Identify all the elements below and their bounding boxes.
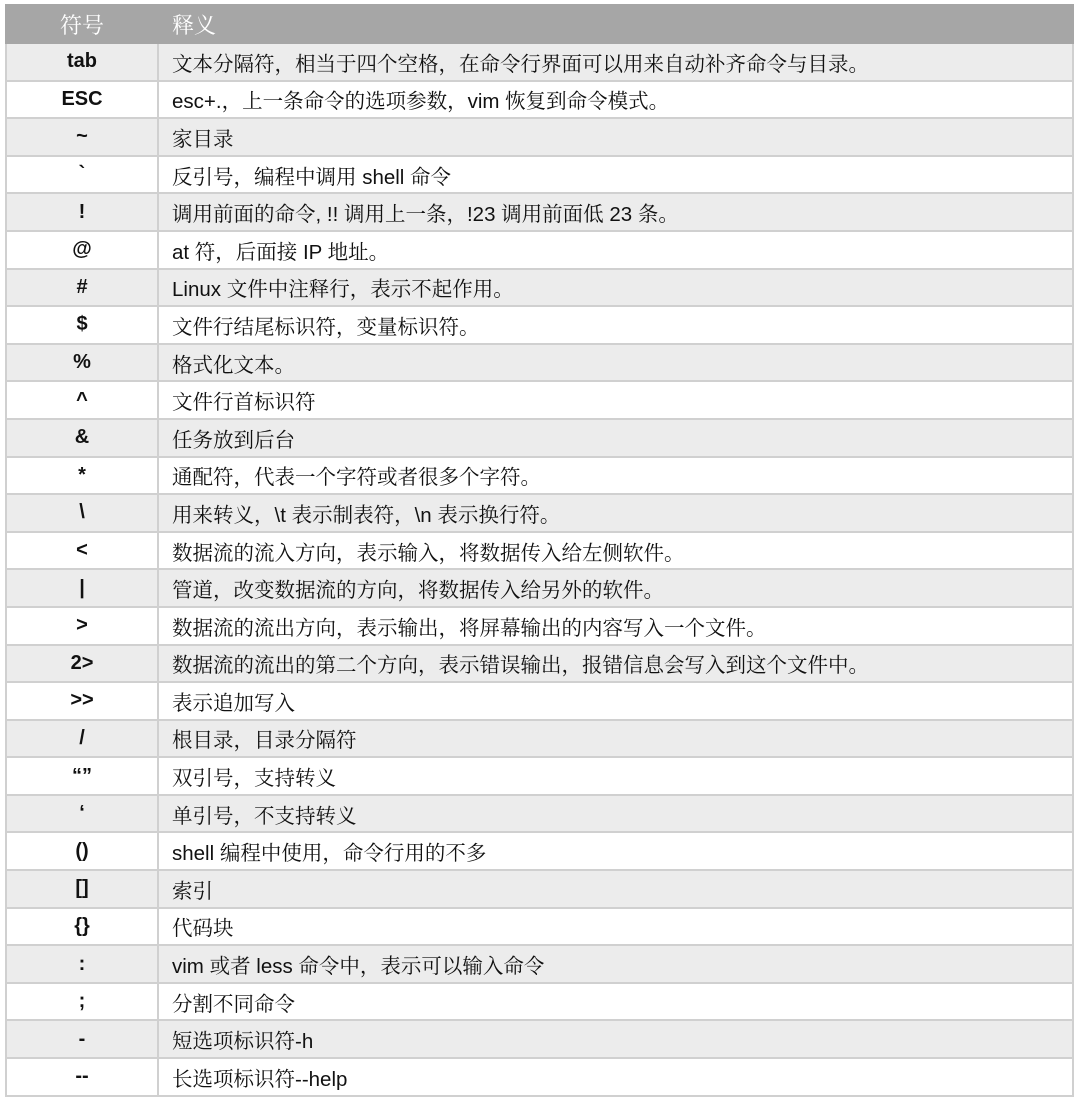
symbol-cell: [] (6, 870, 158, 908)
symbol-cell: : (6, 945, 158, 983)
symbol-cell: \ (6, 494, 158, 532)
symbol-cell: / (6, 720, 158, 758)
meaning-cell: esc+.，上一条命令的选项参数，vim 恢复到命令模式。 (158, 81, 1073, 119)
table-row (6, 494, 1073, 532)
table-row (6, 983, 1073, 1021)
symbol-cell: -- (6, 1058, 158, 1096)
table-row (6, 870, 1073, 908)
table-row (6, 193, 1073, 231)
meaning-cell: 短选项标识符-h (158, 1020, 1073, 1058)
table-row (6, 118, 1073, 156)
table-row (6, 269, 1073, 307)
table-row (6, 231, 1073, 269)
symbol-cell: * (6, 457, 158, 495)
meaning-cell: 任务放到后台 (158, 419, 1073, 457)
table-row (6, 344, 1073, 382)
meaning-cell: 用来转义，\t 表示制表符，\n 表示换行符。 (158, 494, 1073, 532)
table-row (6, 682, 1073, 720)
meaning-cell: 文件行首标识符 (158, 381, 1073, 419)
meaning-cell: 家目录 (158, 118, 1073, 156)
meaning-cell: Linux 文件中注释行，表示不起作用。 (158, 269, 1073, 307)
table-row (6, 419, 1073, 457)
symbol-cell: % (6, 344, 158, 382)
table-row (6, 156, 1073, 194)
meaning-cell: 文件行结尾标识符，变量标识符。 (158, 306, 1073, 344)
table-row (6, 720, 1073, 758)
symbol-cell: () (6, 832, 158, 870)
table-row (6, 945, 1073, 983)
symbol-cell: ~ (6, 118, 158, 156)
meaning-cell: 索引 (158, 870, 1073, 908)
symbol-cell: @ (6, 231, 158, 269)
symbol-cell: ESC (6, 81, 158, 119)
meaning-cell: 数据流的流出方向，表示输出，将屏幕输出的内容写入一个文件。 (158, 607, 1073, 645)
table-row (6, 607, 1073, 645)
meaning-cell: 双引号，支持转义 (158, 757, 1073, 795)
symbol-cell: ^ (6, 381, 158, 419)
meaning-cell: 格式化文本。 (158, 344, 1073, 382)
symbol-cell: | (6, 569, 158, 607)
table-row (6, 757, 1073, 795)
meaning-cell: at 符，后面接 IP 地址。 (158, 231, 1073, 269)
meaning-cell: 反引号，编程中调用 shell 命令 (158, 156, 1073, 194)
meaning-cell: 代码块 (158, 908, 1073, 946)
symbols-table (5, 4, 1074, 1097)
table-row (6, 457, 1073, 495)
table-row (6, 908, 1073, 946)
meaning-cell: 调用前面的命令, !! 调用上一条，!23 调用前面低 23 条。 (158, 193, 1073, 231)
symbol-cell: > (6, 607, 158, 645)
meaning-cell: 通配符，代表一个字符或者很多个字符。 (158, 457, 1073, 495)
meaning-cell: 单引号，不支持转义 (158, 795, 1073, 833)
meaning-cell: 根目录，目录分隔符 (158, 720, 1073, 758)
table-row (6, 1058, 1073, 1096)
symbol-cell: $ (6, 306, 158, 344)
meaning-cell: 表示追加写入 (158, 682, 1073, 720)
table-row (6, 569, 1073, 607)
symbol-cell: # (6, 269, 158, 307)
symbol-cell: {} (6, 908, 158, 946)
symbol-cell: ‘ (6, 795, 158, 833)
table-row (6, 832, 1073, 870)
table-row (6, 1020, 1073, 1058)
table-row (6, 532, 1073, 570)
table-row (6, 81, 1073, 119)
meaning-cell: 数据流的流入方向，表示输入，将数据传入给左侧软件。 (158, 532, 1073, 570)
meaning-cell: shell 编程中使用，命令行用的不多 (158, 832, 1073, 870)
table-body (6, 43, 1073, 1096)
symbol-cell: 2> (6, 645, 158, 683)
symbol-cell: ; (6, 983, 158, 1021)
table-row (6, 795, 1073, 833)
symbol-cell: ` (6, 156, 158, 194)
meaning-cell: vim 或者 less 命令中，表示可以输入命令 (158, 945, 1073, 983)
meaning-cell: 长选项标识符--help (158, 1058, 1073, 1096)
meaning-cell: 管道，改变数据流的方向，将数据传入给另外的软件。 (158, 569, 1073, 607)
header-meaning: 释义 (158, 5, 1073, 43)
meaning-cell: 数据流的流出的第二个方向，表示错误输出，报错信息会写入到这个文件中。 (158, 645, 1073, 683)
table-header-row (6, 5, 1073, 43)
symbol-cell: “” (6, 757, 158, 795)
symbol-cell: ! (6, 193, 158, 231)
table-row (6, 306, 1073, 344)
symbol-cell: < (6, 532, 158, 570)
symbol-cell: & (6, 419, 158, 457)
meaning-cell: 分割不同命令 (158, 983, 1073, 1021)
table-row (6, 43, 1073, 81)
symbol-cell: - (6, 1020, 158, 1058)
table-row (6, 381, 1073, 419)
meaning-cell: 文本分隔符，相当于四个空格，在命令行界面可以用来自动补齐命令与目录。 (158, 43, 1073, 81)
header-symbol: 符号 (6, 5, 158, 43)
symbol-cell: >> (6, 682, 158, 720)
symbol-cell: tab (6, 43, 158, 81)
table-row (6, 645, 1073, 683)
